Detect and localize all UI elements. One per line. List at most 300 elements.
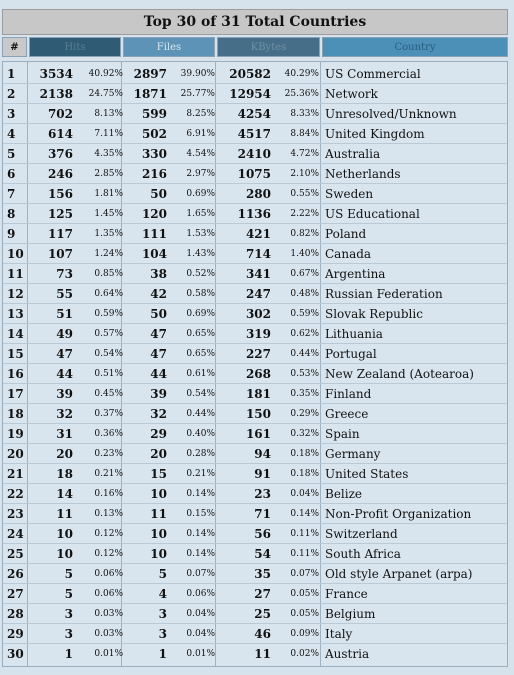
row-files-percent: 0.44% bbox=[186, 409, 215, 419]
row-rank: 29 bbox=[7, 627, 24, 641]
row-hits: 1 bbox=[64, 647, 73, 661]
row-hits: 5 bbox=[64, 567, 73, 581]
table-row bbox=[3, 164, 507, 184]
row-hits-percent: 0.01% bbox=[94, 649, 123, 659]
row-files: 330 bbox=[141, 147, 167, 161]
row-divider bbox=[3, 103, 507, 104]
row-kbytes-percent: 0.67% bbox=[290, 269, 319, 279]
row-kbytes-percent: 4.72% bbox=[290, 149, 319, 159]
row-files-percent: 0.61% bbox=[186, 369, 215, 379]
row-files: 3 bbox=[158, 607, 167, 621]
row-files: 111 bbox=[141, 227, 167, 241]
table-row bbox=[3, 444, 507, 464]
table-row bbox=[3, 324, 507, 344]
row-hits: 14 bbox=[56, 487, 73, 501]
row-hits-percent: 2.85% bbox=[94, 169, 123, 179]
row-country: Belgium bbox=[325, 607, 376, 621]
row-hits: 49 bbox=[56, 327, 73, 341]
row-files-percent: 1.65% bbox=[186, 209, 215, 219]
row-files: 39 bbox=[150, 387, 167, 401]
row-hits: 10 bbox=[56, 527, 73, 541]
row-kbytes-percent: 2.22% bbox=[290, 209, 319, 219]
row-country: Network bbox=[325, 87, 378, 101]
row-rank: 20 bbox=[7, 447, 24, 461]
row-hits: 47 bbox=[56, 347, 73, 361]
row-rank: 6 bbox=[7, 167, 16, 181]
table-header bbox=[2, 37, 508, 57]
row-hits-percent: 0.12% bbox=[94, 529, 123, 539]
row-kbytes: 12954 bbox=[229, 87, 271, 101]
row-kbytes: 319 bbox=[245, 327, 271, 341]
row-kbytes: 46 bbox=[254, 627, 271, 641]
row-hits: 156 bbox=[47, 187, 73, 201]
row-country: Poland bbox=[325, 227, 367, 241]
row-rank: 8 bbox=[7, 207, 16, 221]
row-hits: 39 bbox=[56, 387, 73, 401]
row-rank: 28 bbox=[7, 607, 24, 621]
row-kbytes: 4517 bbox=[237, 127, 271, 141]
row-rank: 17 bbox=[7, 387, 24, 401]
row-hits: 31 bbox=[56, 427, 73, 441]
row-divider bbox=[3, 203, 507, 204]
row-divider bbox=[3, 623, 507, 624]
row-divider bbox=[3, 223, 507, 224]
row-files: 599 bbox=[141, 107, 167, 121]
row-files: 5 bbox=[158, 567, 167, 581]
row-files: 32 bbox=[150, 407, 167, 421]
row-files: 1 bbox=[158, 647, 167, 661]
row-kbytes-percent: 0.04% bbox=[290, 489, 319, 499]
row-divider bbox=[3, 603, 507, 604]
row-kbytes-percent: 0.11% bbox=[290, 529, 319, 539]
row-kbytes-percent: 0.29% bbox=[290, 409, 319, 419]
row-hits-percent: 1.24% bbox=[94, 249, 123, 259]
row-rank: 2 bbox=[7, 87, 16, 101]
row-hits: 73 bbox=[56, 267, 73, 281]
row-kbytes: 25 bbox=[254, 607, 271, 621]
table-row bbox=[3, 244, 507, 264]
table-row bbox=[3, 484, 507, 504]
row-hits: 32 bbox=[56, 407, 73, 421]
row-files-percent: 0.15% bbox=[186, 509, 215, 519]
row-divider bbox=[3, 243, 507, 244]
row-files-percent: 0.06% bbox=[186, 589, 215, 599]
row-hits: 11 bbox=[56, 507, 73, 521]
row-hits: 10 bbox=[56, 547, 73, 561]
row-country: Germany bbox=[325, 447, 381, 461]
row-country: United Kingdom bbox=[325, 127, 425, 141]
row-hits-percent: 0.12% bbox=[94, 549, 123, 559]
row-kbytes-percent: 2.10% bbox=[290, 169, 319, 179]
row-kbytes: 54 bbox=[254, 547, 271, 561]
table-row bbox=[3, 544, 507, 564]
row-kbytes: 1075 bbox=[237, 167, 271, 181]
row-kbytes: 247 bbox=[245, 287, 271, 301]
row-kbytes: 280 bbox=[245, 187, 271, 201]
row-divider bbox=[3, 503, 507, 504]
row-hits: 3 bbox=[64, 627, 73, 641]
row-kbytes-percent: 25.36% bbox=[284, 89, 319, 99]
table-row bbox=[3, 604, 507, 624]
row-kbytes: 91 bbox=[254, 467, 271, 481]
row-kbytes: 20582 bbox=[229, 67, 271, 81]
row-hits-percent: 0.16% bbox=[94, 489, 123, 499]
row-divider bbox=[3, 403, 507, 404]
row-kbytes-percent: 0.82% bbox=[290, 229, 319, 239]
row-hits-percent: 0.57% bbox=[94, 329, 123, 339]
row-rank: 7 bbox=[7, 187, 16, 201]
table-row bbox=[3, 64, 507, 84]
row-hits-percent: 0.54% bbox=[94, 349, 123, 359]
row-kbytes: 268 bbox=[245, 367, 271, 381]
row-kbytes: 56 bbox=[254, 527, 271, 541]
row-hits-percent: 0.85% bbox=[94, 269, 123, 279]
row-rank: 9 bbox=[7, 227, 16, 241]
row-files-percent: 0.65% bbox=[186, 329, 215, 339]
row-country: France bbox=[325, 587, 368, 601]
table-row bbox=[3, 624, 507, 644]
row-divider bbox=[3, 163, 507, 164]
row-hits-percent: 0.37% bbox=[94, 409, 123, 419]
row-kbytes-percent: 0.35% bbox=[290, 389, 319, 399]
row-files: 11 bbox=[150, 507, 167, 521]
row-rank: 23 bbox=[7, 507, 24, 521]
table-row bbox=[3, 504, 507, 524]
row-kbytes: 71 bbox=[254, 507, 271, 521]
table-row bbox=[3, 264, 507, 284]
row-country: Sweden bbox=[325, 187, 374, 201]
row-files-percent: 39.90% bbox=[180, 69, 215, 79]
row-country: Belize bbox=[325, 487, 363, 501]
row-files: 50 bbox=[150, 307, 167, 321]
row-rank: 24 bbox=[7, 527, 24, 541]
row-kbytes: 23 bbox=[254, 487, 271, 501]
row-hits-percent: 0.21% bbox=[94, 469, 123, 479]
table-row bbox=[3, 384, 507, 404]
row-hits-percent: 1.35% bbox=[94, 229, 123, 239]
row-files: 42 bbox=[150, 287, 167, 301]
row-hits: 44 bbox=[56, 367, 73, 381]
row-divider bbox=[3, 283, 507, 284]
row-divider bbox=[3, 483, 507, 484]
row-rank: 10 bbox=[7, 247, 24, 261]
row-kbytes: 27 bbox=[254, 587, 271, 601]
row-hits: 3534 bbox=[39, 67, 73, 81]
row-kbytes-percent: 0.09% bbox=[290, 629, 319, 639]
row-hits: 702 bbox=[47, 107, 73, 121]
row-hits-percent: 0.13% bbox=[94, 509, 123, 519]
row-kbytes-percent: 0.59% bbox=[290, 309, 319, 319]
row-files: 104 bbox=[141, 247, 167, 261]
row-kbytes-percent: 0.18% bbox=[290, 449, 319, 459]
row-files: 47 bbox=[150, 327, 167, 341]
row-rank: 22 bbox=[7, 487, 24, 501]
row-rank: 27 bbox=[7, 587, 24, 601]
row-files: 15 bbox=[150, 467, 167, 481]
row-hits-percent: 0.06% bbox=[94, 589, 123, 599]
row-files-percent: 0.01% bbox=[186, 649, 215, 659]
row-files: 3 bbox=[158, 627, 167, 641]
row-country: United States bbox=[325, 467, 409, 481]
row-divider bbox=[3, 123, 507, 124]
row-rank: 1 bbox=[7, 67, 16, 81]
table-title: Top 30 of 31 Total Countries bbox=[2, 9, 508, 35]
row-rank: 25 bbox=[7, 547, 24, 561]
row-kbytes: 150 bbox=[245, 407, 271, 421]
row-files: 10 bbox=[150, 547, 167, 561]
row-hits: 125 bbox=[47, 207, 73, 221]
files-header: Files bbox=[123, 37, 215, 57]
row-hits: 18 bbox=[56, 467, 73, 481]
row-country: Canada bbox=[325, 247, 372, 261]
row-files-percent: 25.77% bbox=[180, 89, 215, 99]
row-files-percent: 2.97% bbox=[186, 169, 215, 179]
row-rank: 12 bbox=[7, 287, 24, 301]
row-country: South Africa bbox=[325, 547, 401, 561]
row-hits: 246 bbox=[47, 167, 73, 181]
kbytes-header: KBytes bbox=[217, 37, 320, 57]
row-hits: 55 bbox=[56, 287, 73, 301]
row-hits-percent: 40.92% bbox=[88, 69, 123, 79]
row-files-percent: 0.04% bbox=[186, 609, 215, 619]
row-kbytes-percent: 0.62% bbox=[290, 329, 319, 339]
row-files-percent: 0.40% bbox=[186, 429, 215, 439]
row-files-percent: 0.14% bbox=[186, 489, 215, 499]
table-row bbox=[3, 424, 507, 444]
row-country: Slovak Republic bbox=[325, 307, 423, 321]
row-kbytes: 4254 bbox=[237, 107, 271, 121]
row-kbytes: 714 bbox=[245, 247, 271, 261]
row-kbytes-percent: 0.14% bbox=[290, 509, 319, 519]
row-kbytes: 94 bbox=[254, 447, 271, 461]
row-country: Old style Arpanet (arpa) bbox=[325, 567, 473, 581]
row-divider bbox=[3, 563, 507, 564]
row-divider bbox=[3, 343, 507, 344]
row-files: 29 bbox=[150, 427, 167, 441]
row-files: 4 bbox=[158, 587, 167, 601]
row-files: 20 bbox=[150, 447, 167, 461]
row-divider bbox=[3, 443, 507, 444]
row-files: 38 bbox=[150, 267, 167, 281]
row-country: Greece bbox=[325, 407, 369, 421]
row-files: 216 bbox=[141, 167, 167, 181]
row-rank: 3 bbox=[7, 107, 16, 121]
row-hits-percent: 0.06% bbox=[94, 569, 123, 579]
row-kbytes: 35 bbox=[254, 567, 271, 581]
row-files-percent: 0.69% bbox=[186, 189, 215, 199]
row-files-percent: 0.21% bbox=[186, 469, 215, 479]
row-kbytes-percent: 0.55% bbox=[290, 189, 319, 199]
row-hits: 5 bbox=[64, 587, 73, 601]
row-files: 1871 bbox=[133, 87, 167, 101]
row-files: 44 bbox=[150, 367, 167, 381]
row-rank: 26 bbox=[7, 567, 24, 581]
row-hits-percent: 4.35% bbox=[94, 149, 123, 159]
row-hits-percent: 1.45% bbox=[94, 209, 123, 219]
row-divider bbox=[3, 523, 507, 524]
row-divider bbox=[3, 263, 507, 264]
row-country: New Zealand (Aotearoa) bbox=[325, 367, 474, 381]
table-row bbox=[3, 124, 507, 144]
row-files-percent: 0.54% bbox=[186, 389, 215, 399]
row-kbytes: 181 bbox=[245, 387, 271, 401]
row-rank: 15 bbox=[7, 347, 24, 361]
row-country: Australia bbox=[325, 147, 381, 161]
row-files-percent: 0.07% bbox=[186, 569, 215, 579]
row-rank: 30 bbox=[7, 647, 24, 661]
row-kbytes: 341 bbox=[245, 267, 271, 281]
row-files: 2897 bbox=[133, 67, 167, 81]
row-divider bbox=[3, 143, 507, 144]
row-hits: 20 bbox=[56, 447, 73, 461]
row-divider bbox=[3, 303, 507, 304]
row-files-percent: 0.58% bbox=[186, 289, 215, 299]
row-divider bbox=[3, 183, 507, 184]
table-row bbox=[3, 524, 507, 544]
row-hits-percent: 1.81% bbox=[94, 189, 123, 199]
row-country: Argentina bbox=[325, 267, 386, 281]
table-row bbox=[3, 284, 507, 304]
row-divider bbox=[3, 383, 507, 384]
row-files-percent: 0.69% bbox=[186, 309, 215, 319]
row-country: Lithuania bbox=[325, 327, 383, 341]
row-rank: 18 bbox=[7, 407, 24, 421]
row-files: 502 bbox=[141, 127, 167, 141]
row-files-percent: 0.65% bbox=[186, 349, 215, 359]
row-files: 47 bbox=[150, 347, 167, 361]
row-country: Finland bbox=[325, 387, 372, 401]
row-rank: 14 bbox=[7, 327, 24, 341]
row-files-percent: 0.14% bbox=[186, 549, 215, 559]
row-kbytes-percent: 1.40% bbox=[290, 249, 319, 259]
row-hits-percent: 0.36% bbox=[94, 429, 123, 439]
row-country: Unresolved/Unknown bbox=[325, 107, 457, 121]
row-hits-percent: 0.03% bbox=[94, 609, 123, 619]
country-header: Country bbox=[322, 37, 508, 57]
row-files: 50 bbox=[150, 187, 167, 201]
row-country: Portugal bbox=[325, 347, 377, 361]
table-row bbox=[3, 104, 507, 124]
row-kbytes-percent: 8.33% bbox=[290, 109, 319, 119]
table-row bbox=[3, 304, 507, 324]
row-country: Spain bbox=[325, 427, 360, 441]
row-kbytes-percent: 40.29% bbox=[284, 69, 319, 79]
row-files-percent: 0.52% bbox=[186, 269, 215, 279]
row-divider bbox=[3, 423, 507, 424]
rank-header: # bbox=[2, 37, 27, 57]
table-row bbox=[3, 224, 507, 244]
row-files-percent: 6.91% bbox=[186, 129, 215, 139]
row-rank: 5 bbox=[7, 147, 16, 161]
row-country: US Educational bbox=[325, 207, 420, 221]
row-country: Russian Federation bbox=[325, 287, 443, 301]
row-rank: 11 bbox=[7, 267, 24, 281]
row-hits-percent: 8.13% bbox=[94, 109, 123, 119]
row-files-percent: 1.53% bbox=[186, 229, 215, 239]
table-row bbox=[3, 144, 507, 164]
row-kbytes-percent: 0.44% bbox=[290, 349, 319, 359]
row-divider bbox=[3, 583, 507, 584]
row-hits-percent: 0.03% bbox=[94, 629, 123, 639]
row-kbytes: 421 bbox=[245, 227, 271, 241]
row-files-percent: 4.54% bbox=[186, 149, 215, 159]
row-kbytes-percent: 0.05% bbox=[290, 589, 319, 599]
row-divider bbox=[3, 463, 507, 464]
row-files-percent: 0.28% bbox=[186, 449, 215, 459]
row-country: Austria bbox=[325, 647, 370, 661]
row-kbytes-percent: 0.18% bbox=[290, 469, 319, 479]
row-files: 10 bbox=[150, 487, 167, 501]
table-row bbox=[3, 184, 507, 204]
table-row bbox=[3, 344, 507, 364]
row-hits: 117 bbox=[47, 227, 73, 241]
row-hits: 107 bbox=[47, 247, 73, 261]
row-kbytes-percent: 0.32% bbox=[290, 429, 319, 439]
table-row bbox=[3, 404, 507, 424]
row-divider bbox=[3, 643, 507, 644]
row-hits-percent: 7.11% bbox=[94, 129, 123, 139]
row-files: 120 bbox=[141, 207, 167, 221]
countries-table bbox=[2, 61, 508, 667]
table-row bbox=[3, 364, 507, 384]
table-row bbox=[3, 204, 507, 224]
row-kbytes-percent: 0.53% bbox=[290, 369, 319, 379]
row-files-percent: 0.14% bbox=[186, 529, 215, 539]
row-kbytes: 1136 bbox=[237, 207, 271, 221]
table-row bbox=[3, 464, 507, 484]
row-country: Switzerland bbox=[325, 527, 398, 541]
row-hits: 3 bbox=[64, 607, 73, 621]
row-hits-percent: 24.75% bbox=[88, 89, 123, 99]
row-hits: 614 bbox=[47, 127, 73, 141]
table-row bbox=[3, 564, 507, 584]
row-rank: 13 bbox=[7, 307, 24, 321]
row-country: Italy bbox=[325, 627, 353, 641]
row-divider bbox=[3, 363, 507, 364]
row-kbytes: 2410 bbox=[237, 147, 271, 161]
row-kbytes-percent: 0.48% bbox=[290, 289, 319, 299]
row-rank: 19 bbox=[7, 427, 24, 441]
row-kbytes: 161 bbox=[245, 427, 271, 441]
row-kbytes: 302 bbox=[245, 307, 271, 321]
row-hits: 51 bbox=[56, 307, 73, 321]
row-kbytes-percent: 8.84% bbox=[290, 129, 319, 139]
row-hits-percent: 0.64% bbox=[94, 289, 123, 299]
row-rank: 4 bbox=[7, 127, 16, 141]
row-country: US Commercial bbox=[325, 67, 421, 81]
table-row bbox=[3, 644, 507, 664]
row-kbytes-percent: 0.11% bbox=[290, 549, 319, 559]
row-kbytes: 11 bbox=[254, 647, 271, 661]
row-kbytes: 227 bbox=[245, 347, 271, 361]
hits-header: Hits bbox=[29, 37, 121, 57]
row-hits-percent: 0.45% bbox=[94, 389, 123, 399]
row-hits-percent: 0.59% bbox=[94, 309, 123, 319]
row-country: Netherlands bbox=[325, 167, 401, 181]
row-divider bbox=[3, 83, 507, 84]
row-country: Non-Profit Organization bbox=[325, 507, 472, 521]
row-files-percent: 1.43% bbox=[186, 249, 215, 259]
row-files-percent: 0.04% bbox=[186, 629, 215, 639]
row-kbytes-percent: 0.05% bbox=[290, 609, 319, 619]
row-kbytes-percent: 0.07% bbox=[290, 569, 319, 579]
row-hits: 376 bbox=[47, 147, 73, 161]
row-files: 10 bbox=[150, 527, 167, 541]
row-rank: 21 bbox=[7, 467, 24, 481]
row-hits-percent: 0.51% bbox=[94, 369, 123, 379]
row-hits: 2138 bbox=[39, 87, 73, 101]
row-divider bbox=[3, 543, 507, 544]
